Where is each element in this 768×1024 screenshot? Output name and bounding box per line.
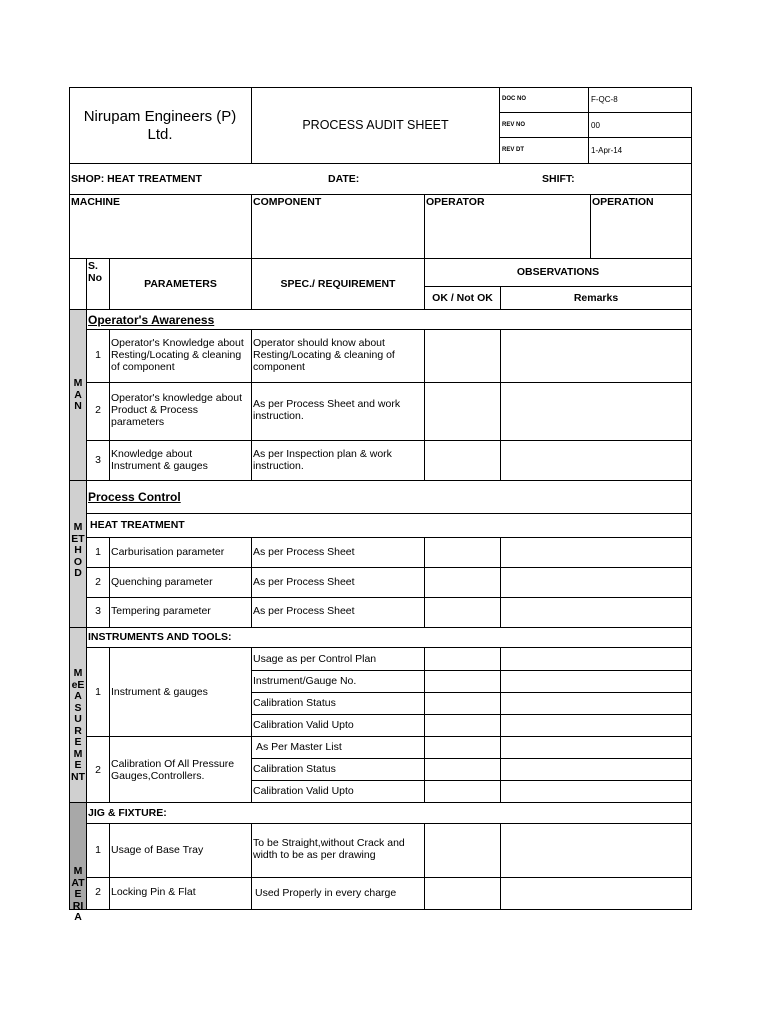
ok-header: OK / Not OK: [432, 292, 493, 304]
man-row-3-spec: As per Inspection plan & work instruction.: [253, 448, 392, 472]
rev-dt-label: REV DT: [502, 147, 525, 153]
method-subheading: HEAT TREATMENT: [90, 519, 185, 531]
method-row-1-param: Carburisation parameter: [111, 546, 225, 558]
man-row-1-spec: Operator should know about Resting/Locating & cleaning of component: [253, 337, 395, 373]
component-label: COMPONENT: [253, 196, 322, 208]
shift-label: SHIFT:: [542, 173, 575, 185]
observations-header: OBSERVATIONS: [516, 266, 600, 278]
man-row-3-no: 3: [95, 454, 101, 466]
operation-label: OPERATION: [592, 196, 654, 208]
method-row-3-no: 3: [95, 605, 101, 617]
measurement-row-1-spec-1: Usage as per Control Plan: [253, 653, 377, 665]
operator-label: OPERATOR: [426, 196, 485, 208]
method-side-label: METHOD: [71, 521, 85, 579]
rev-no-value: 00: [591, 121, 600, 130]
measurement-row-2-spec-2: Calibration Status: [253, 763, 336, 775]
material-heading: JIG & FIXTURE:: [88, 807, 167, 819]
measurement-row-2-no: 2: [95, 764, 101, 776]
doc-no-value: F-QC-8: [591, 95, 618, 104]
method-heading: Process Control: [88, 490, 181, 504]
method-row-1-no: 1: [95, 546, 101, 558]
remarks-header: Remarks: [573, 292, 619, 304]
date-label: DATE:: [328, 173, 360, 185]
measurement-row-2-spec-3: Calibration Valid Upto: [253, 785, 354, 797]
measurement-row-2-param: Calibration Of All Pressure Gauges,Controllers.: [111, 758, 235, 782]
man-heading: Operator's Awareness: [88, 313, 215, 327]
parameters-header: PARAMETERS: [144, 278, 217, 290]
company-name: Nirupam Engineers (P) Ltd.: [83, 108, 237, 143]
measurement-row-1-no: 1: [95, 686, 101, 698]
method-row-2-no: 2: [95, 576, 101, 588]
sheet-title: PROCESS AUDIT SHEET: [302, 118, 449, 132]
man-row-1-param: Operator's Knowledge about Resting/Locating & cleaning of component: [111, 337, 244, 373]
measurement-row-1-spec-3: Calibration Status: [253, 697, 336, 709]
machine-label: MACHINE: [71, 196, 120, 208]
method-row-2-param: Quenching parameter: [111, 576, 213, 588]
material-side-text: MATERIA: [71, 865, 85, 923]
measurement-row-1-spec-2: Instrument/Gauge No.: [253, 675, 357, 687]
material-row-2-param: Locking Pin & Flat: [111, 886, 196, 898]
man-side-label: MAN: [73, 377, 83, 412]
man-row-3-param: Knowledge about Instrument & gauges: [111, 448, 208, 472]
method-row-1-spec: As per Process Sheet: [253, 546, 355, 558]
man-row-1-no: 1: [95, 349, 101, 361]
material-row-1-param: Usage of Base Tray: [111, 844, 204, 856]
shop-label: SHOP: HEAT TREATMENT: [71, 173, 202, 185]
measurement-side-label: MeEASUREMENT: [71, 667, 85, 783]
measurement-row-2-spec-1: As Per Master List: [256, 741, 342, 753]
material-row-2-no: 2: [95, 886, 101, 898]
sno-header: S. No: [88, 260, 102, 284]
doc-no-label: DOC NO: [502, 96, 526, 102]
method-row-2-spec: As per Process Sheet: [253, 576, 355, 588]
measurement-heading: INSTRUMENTS AND TOOLS:: [88, 631, 232, 643]
method-row-3-spec: As per Process Sheet: [253, 605, 355, 617]
measurement-row-1-param: Instrument & gauges: [111, 686, 208, 698]
material-row-2-spec: Used Properly in every charge: [255, 887, 397, 899]
man-row-2-spec: As per Process Sheet and work instruction.: [253, 398, 401, 422]
rev-no-label: REV NO: [502, 122, 526, 128]
man-row-2-no: 2: [95, 404, 101, 416]
material-row-1-spec: To be Straight,without Crack and width to be as per drawing: [253, 837, 405, 861]
material-side-label: [71, 865, 85, 923]
material-row-1-no: 1: [95, 844, 101, 856]
measurement-row-1-spec-4: Calibration Valid Upto: [253, 719, 354, 731]
rev-dt-value: 1-Apr-14: [591, 146, 623, 155]
spec-header: SPEC./ REQUIREMENT: [280, 278, 396, 290]
man-row-2-param: Operator's knowledge about Product & Process parameters: [111, 392, 243, 428]
method-row-3-param: Tempering parameter: [111, 605, 211, 617]
